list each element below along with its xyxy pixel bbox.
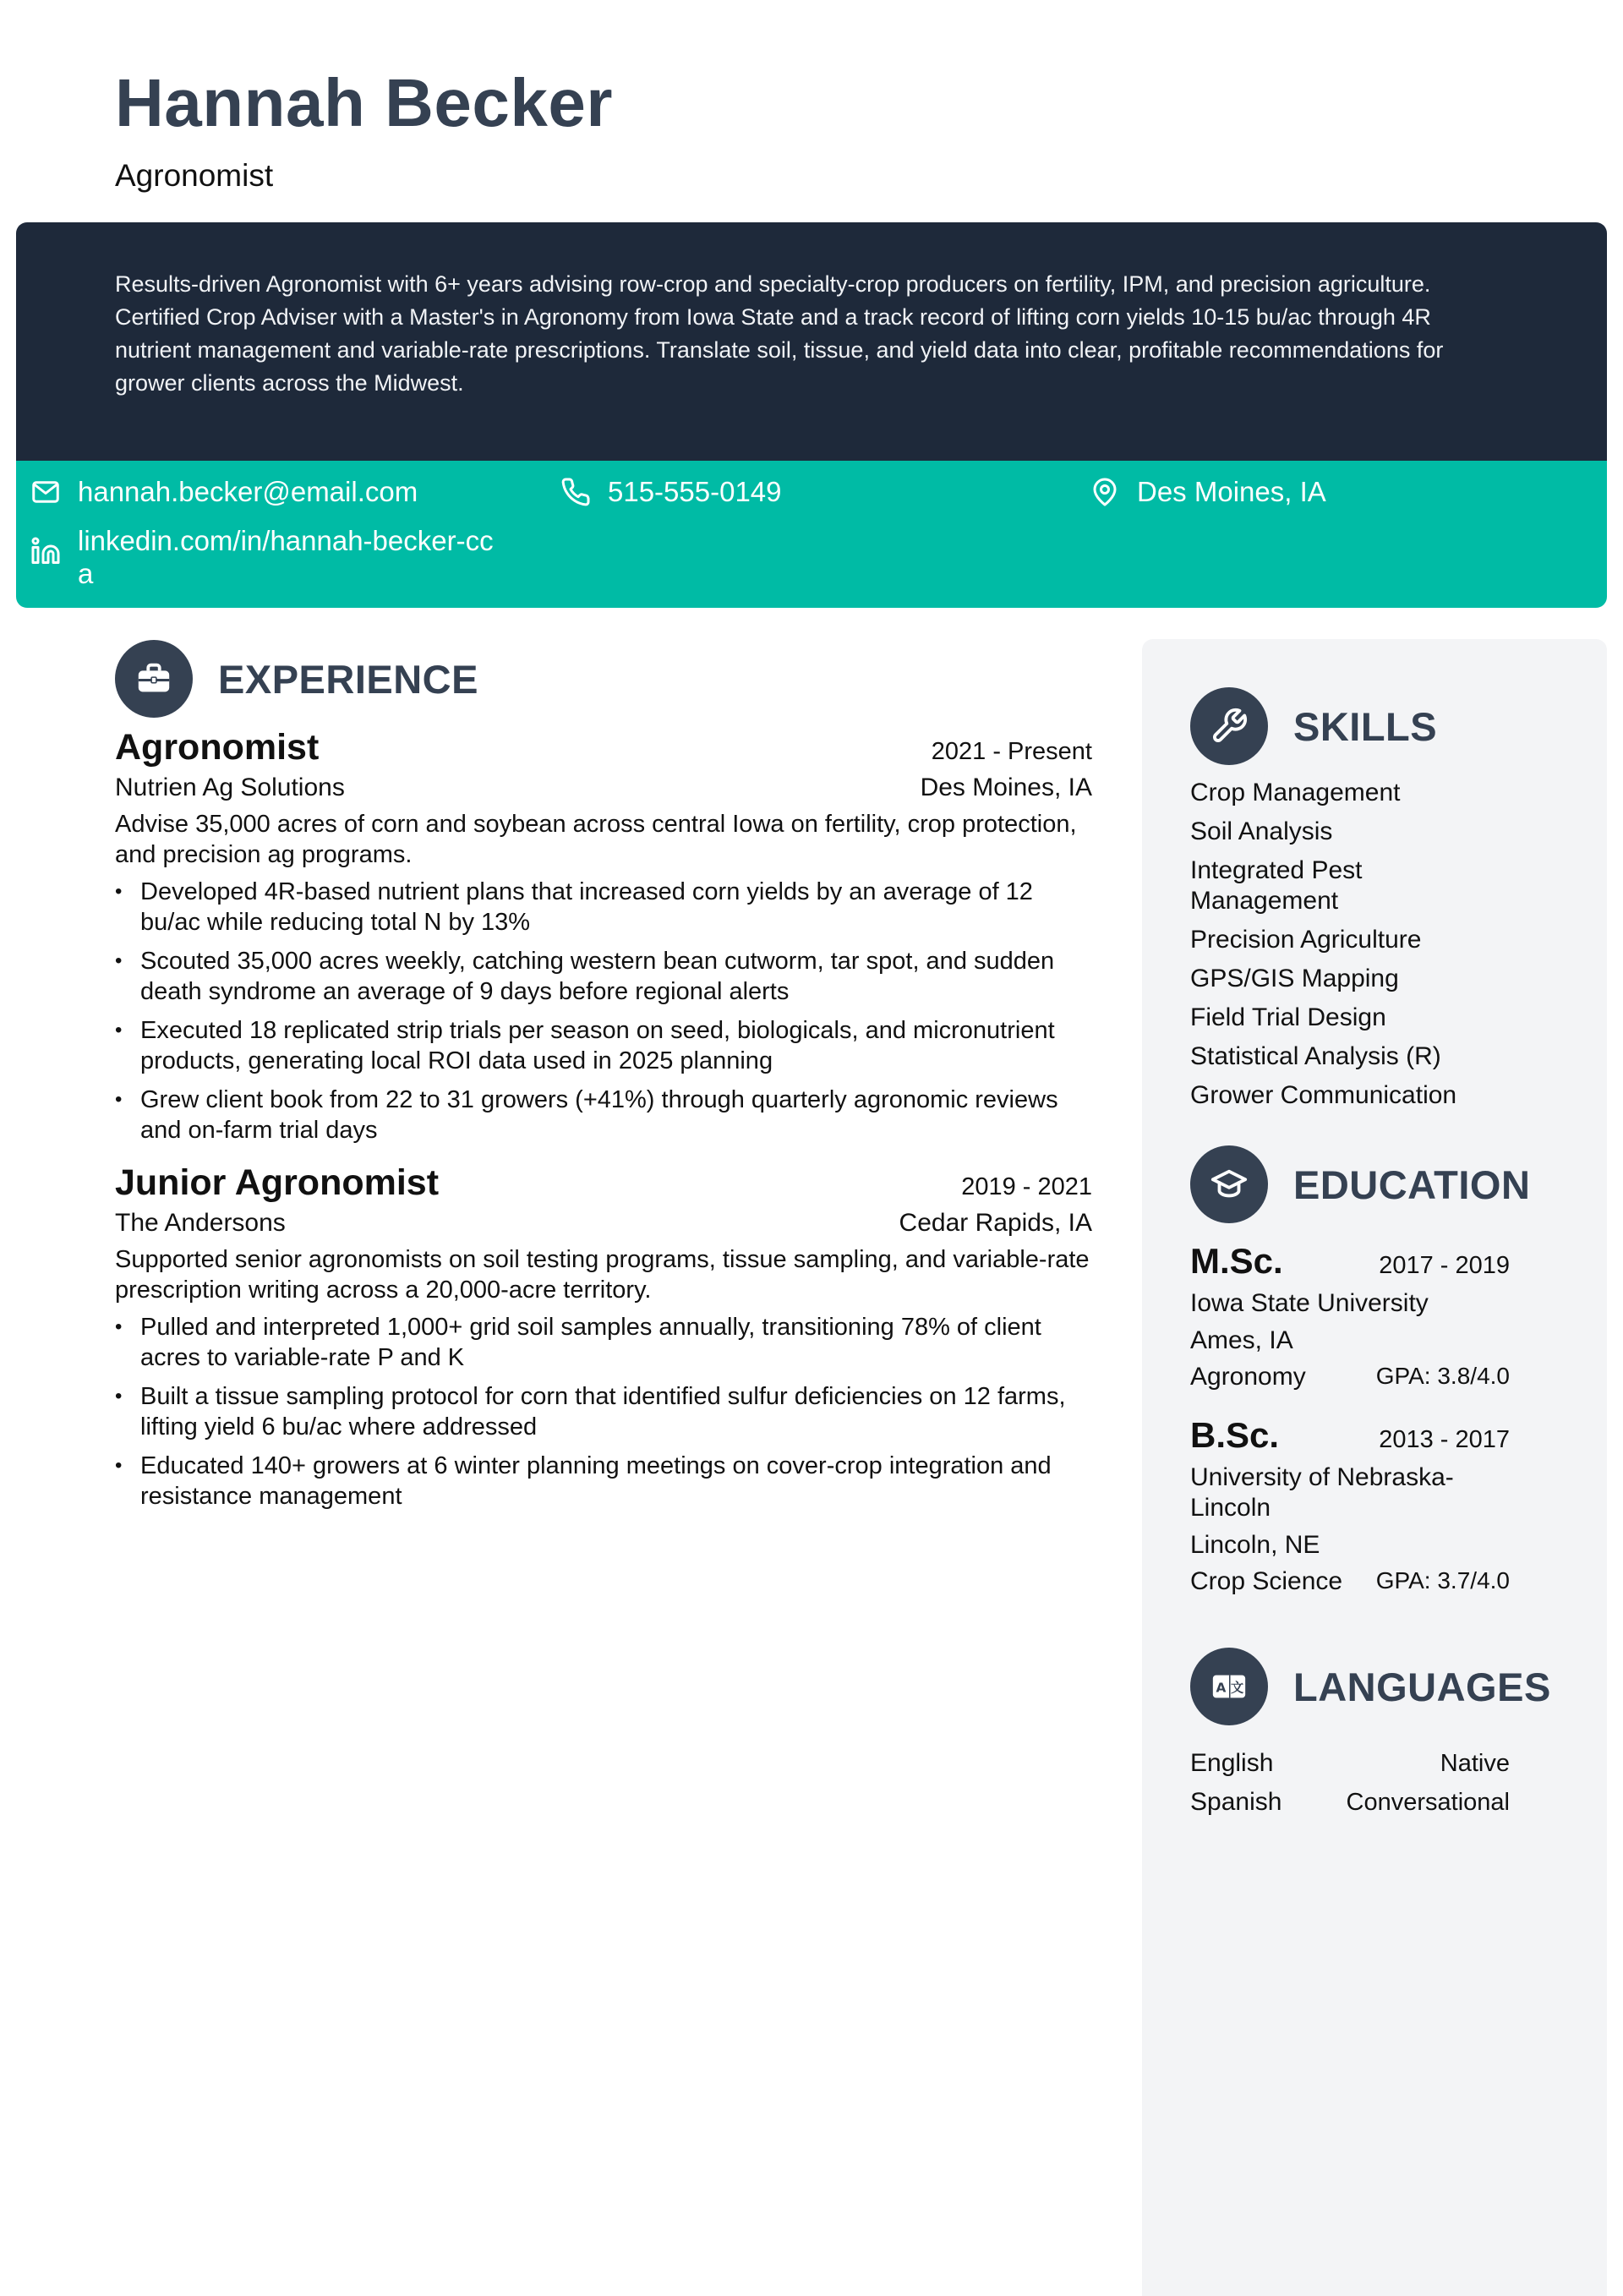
edu-school: University of Nebraska-Lincoln [1190, 1463, 1454, 1522]
translate-icon [1190, 1648, 1268, 1725]
experience-heading [115, 639, 1092, 719]
summary-section [16, 222, 1607, 461]
email-text: hannah.becker@email.com [78, 476, 418, 507]
job-title: Junior Agronomist [115, 1162, 440, 1203]
candidate-role: Agronomist [115, 158, 274, 193]
skill-item: GPS/GIS Mapping [1190, 965, 1399, 992]
languages-list [1190, 1748, 1510, 1818]
skill-item: Crop Management [1190, 779, 1401, 806]
skill-item: Field Trial Design [1190, 1003, 1386, 1031]
skill-item: Integrated Pest Management [1190, 856, 1363, 915]
bullet-item: • Built a tissue sampling protocol for corn that identified sulfur deficiencies on 12 farms, lifting yield 6 bu/ac where addressed [115, 1381, 1092, 1442]
bullet-item: • Pulled and interpreted 1,000+ grid soil samples annually, transitioning 78% of client acres to variable-rate P and K [115, 1312, 1092, 1373]
skills-list [1190, 778, 1510, 1111]
candidate-name: Hannah Becker [115, 65, 613, 140]
language-item [1190, 1787, 1510, 1818]
edu-field: Crop Science [1190, 1567, 1343, 1595]
main-column [115, 639, 1092, 1520]
job-description: Supported senior agronomists on soil testing programs, tissue sampling, and variable-rate prescription writing across a 20,000-acre territory. [115, 1246, 1090, 1304]
linkedin-icon [30, 536, 61, 566]
language-level: Native [1440, 1750, 1510, 1777]
resume-header [115, 64, 613, 194]
map-pin-icon [1090, 477, 1120, 507]
education-entry [1190, 1415, 1510, 1596]
bullet-item: • Grew client book from 22 to 31 growers (+41%) through quarterly agronomic reviews and on-farm trial days [115, 1085, 1092, 1145]
experience-title: EXPERIENCE [218, 656, 478, 702]
edu-school: Iowa State University [1190, 1289, 1429, 1317]
skill-item: Grower Communication [1190, 1081, 1457, 1109]
edu-degree: M.Sc. [1190, 1241, 1283, 1281]
language-name: English [1190, 1749, 1274, 1777]
bullet-item: • Educated 140+ growers at 6 winter planning meetings on cover-crop integration and resistance management [115, 1451, 1092, 1512]
languages-title: LANGUAGES [1293, 1664, 1551, 1709]
language-name: Spanish [1190, 1788, 1282, 1816]
graduation-cap-icon [1190, 1145, 1268, 1223]
job-company: The Andersons [115, 1209, 286, 1237]
education-title: EDUCATION [1293, 1162, 1531, 1207]
location-text: Des Moines, IA [1137, 476, 1326, 507]
job-dates: 2019 - 2021 [961, 1173, 1092, 1200]
edu-location: Lincoln, NE [1190, 1531, 1320, 1559]
sidebar [1142, 639, 1607, 2296]
job-title: Agronomist [115, 727, 320, 768]
job-description: Advise 35,000 acres of corn and soybean across central Iowa on fertility, crop protection, and precision ag programs. [115, 811, 1077, 868]
edu-dates: 2013 - 2017 [1379, 1426, 1510, 1453]
edu-field: Agronomy [1190, 1363, 1306, 1391]
phone-icon [560, 477, 591, 507]
bullet-item: • Developed 4R-based nutrient plans that increased corn yields by an average of 12 bu/ac while reducing total N by 13% [115, 877, 1092, 938]
job-bullets [115, 1312, 1092, 1512]
job-location: Des Moines, IA [920, 774, 1092, 801]
skill-item: Statistical Analysis (R) [1190, 1042, 1441, 1070]
job-entry [115, 1162, 1092, 1512]
languages-heading [1190, 1647, 1551, 1726]
bullet-item: • Executed 18 replicated strip trials per season on seed, biologicals, and micronutrient products, generating local ROI data used in 2025 planning [115, 1015, 1092, 1076]
skill-item: Precision Agriculture [1190, 926, 1422, 954]
linkedin-text: linkedin.com/in/hannah-becker-cca [78, 525, 494, 589]
education-entry [1190, 1241, 1510, 1391]
language-item [1190, 1748, 1510, 1779]
edu-gpa: GPA: 3.7/4.0 [1375, 1567, 1510, 1594]
contact-phone[interactable] [560, 475, 782, 508]
edu-location: Ames, IA [1190, 1326, 1293, 1354]
summary-text: Results-driven Agronomist with 6+ years advising row-crop and specialty-crop producers on fertility, IPM, and precision agriculture. Certified Crop Adviser with a Master's in Agronomy from Iowa State and a track record of lifting corn yields 10-15 bu/ac through 4R nutrient management and variable-rate prescriptions. Translate soil, tissue, and yield data into clear, profitable recommendations for grower clients across the Midwest. [115, 271, 1444, 396]
svg-text:文: 文 [1230, 1680, 1244, 1696]
wrench-icon [1190, 687, 1268, 765]
contact-bar [16, 461, 1607, 608]
education-heading [1190, 1145, 1531, 1224]
language-level: Conversational [1346, 1789, 1510, 1816]
edu-degree: B.Sc. [1190, 1415, 1280, 1455]
job-bullets [115, 877, 1092, 1145]
contact-linkedin[interactable] [30, 524, 504, 590]
job-entry [115, 727, 1092, 1145]
skills-heading [1190, 686, 1510, 766]
briefcase-icon [115, 640, 193, 718]
job-company: Nutrien Ag Solutions [115, 774, 345, 801]
contact-location [1090, 475, 1326, 508]
edu-dates: 2017 - 2019 [1379, 1252, 1510, 1279]
mail-icon [30, 477, 61, 507]
job-location: Cedar Rapids, IA [899, 1209, 1092, 1237]
edu-gpa: GPA: 3.8/4.0 [1375, 1363, 1510, 1389]
skill-item: Soil Analysis [1190, 817, 1333, 845]
contact-email[interactable] [30, 475, 418, 508]
phone-text: 515-555-0149 [608, 476, 782, 507]
skills-title: SKILLS [1293, 703, 1438, 749]
svg-text:A: A [1216, 1680, 1227, 1696]
bullet-item: • Scouted 35,000 acres weekly, catching western bean cutworm, tar spot, and sudden death syndrome an average of 9 days before regional alerts [115, 946, 1092, 1007]
job-dates: 2021 - Present [931, 738, 1092, 765]
